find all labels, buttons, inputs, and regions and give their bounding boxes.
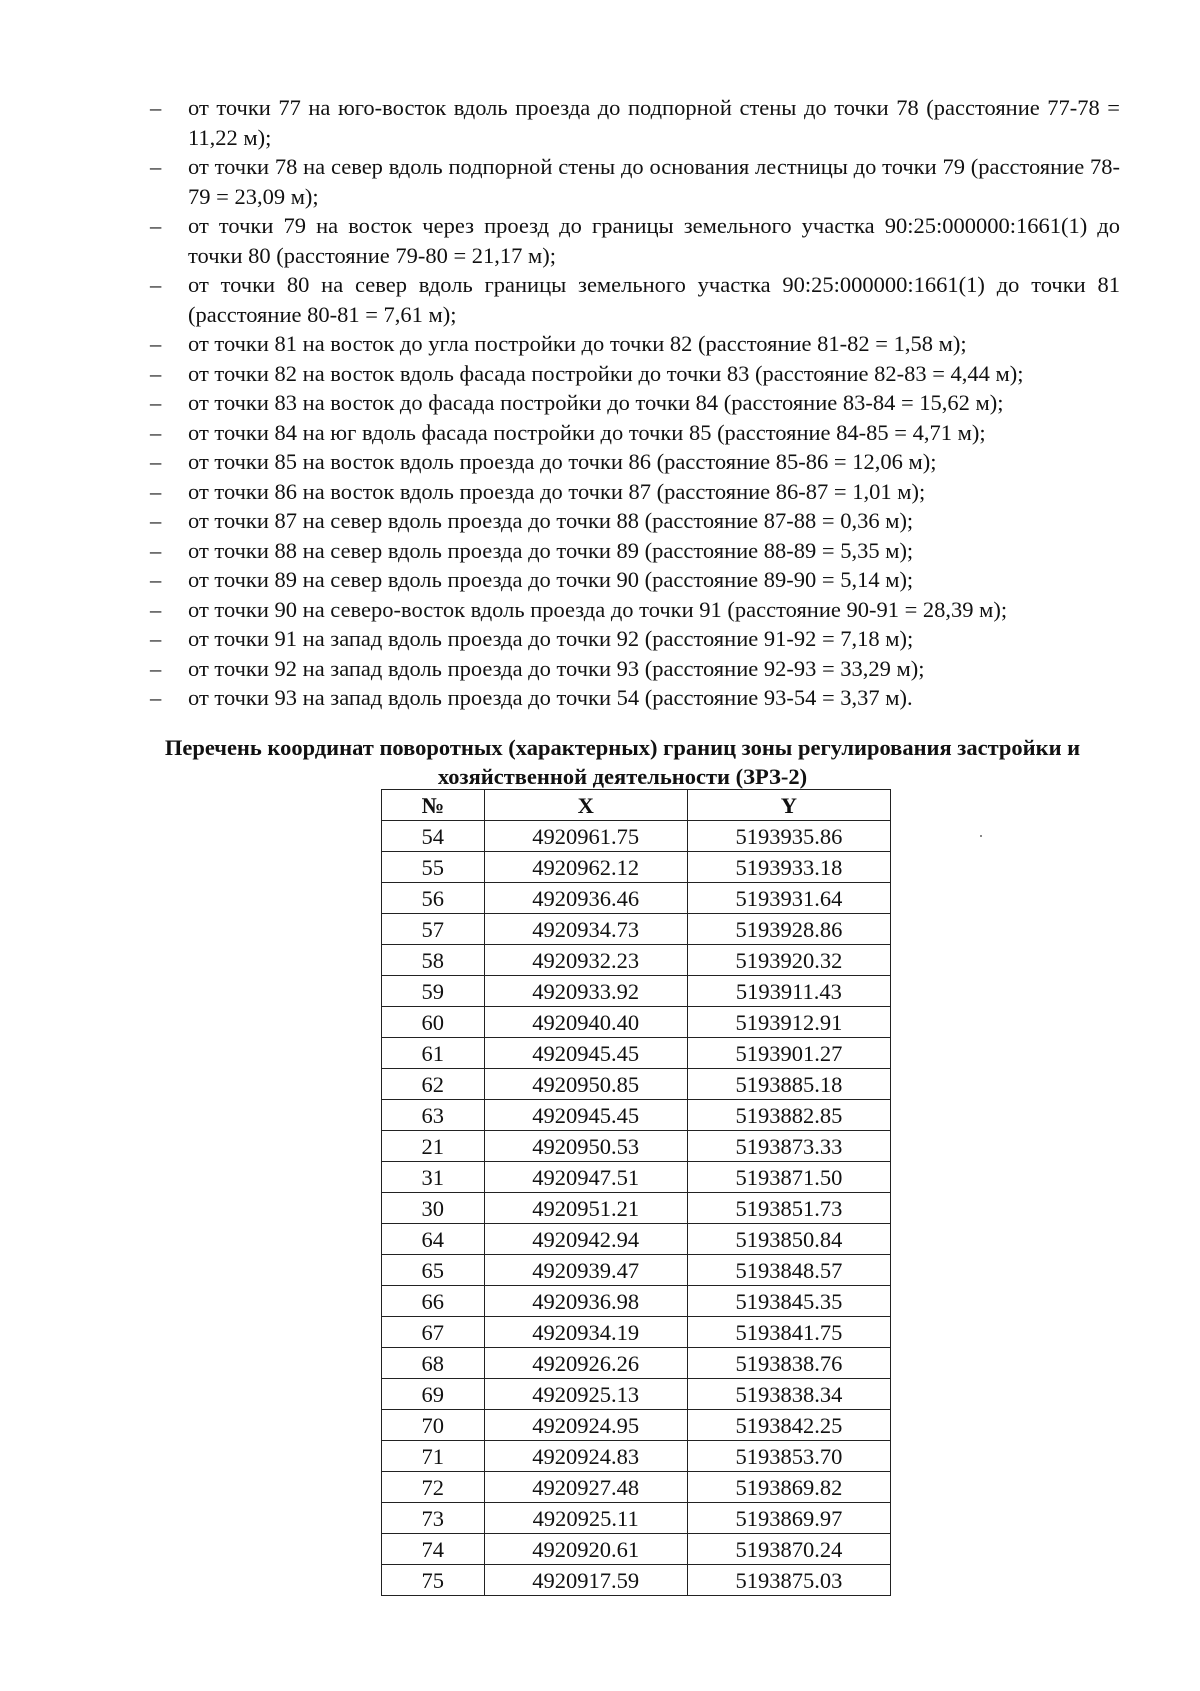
list-item (150, 595, 1120, 625)
cell-number: 55 (382, 852, 485, 883)
cell-y: 5193869.97 (687, 1503, 890, 1534)
table-row (382, 1441, 891, 1472)
cell-number: 58 (382, 945, 485, 976)
cell-x: 4920945.45 (484, 1038, 687, 1069)
list-dash: – (150, 360, 162, 386)
cell-number: 63 (382, 1100, 485, 1131)
cell-x: 4920933.92 (484, 976, 687, 1007)
cell-number: 60 (382, 1007, 485, 1038)
list-dash: – (150, 95, 162, 120)
list-item (150, 536, 1120, 566)
cell-number: 62 (382, 1069, 485, 1100)
cell-y: 5193901.27 (687, 1038, 890, 1069)
list-item-text: от точки 80 на север вдоль границы земельного участка 90:25:000000:1661(1) до точки 81 (расстояние 80-81 = 7,61 м); (188, 272, 1120, 327)
cell-x: 4920947.51 (484, 1162, 687, 1193)
cell-number: 30 (382, 1193, 485, 1224)
header-x: X (484, 790, 687, 821)
header-y: Y (687, 790, 890, 821)
list-dash: – (150, 685, 162, 710)
table-row (382, 976, 891, 1007)
cell-y: 5193848.57 (687, 1255, 890, 1286)
list-item (150, 211, 1120, 270)
cell-y: 5193931.64 (687, 883, 890, 914)
cell-y: 5193869.82 (687, 1472, 890, 1503)
list-item-text: от точки 86 на восток вдоль проезда до точки 87 (расстояние 86-87 = 1,01 м); (188, 478, 926, 504)
table-row (382, 1162, 891, 1193)
cell-number: 75 (382, 1565, 485, 1596)
cell-x: 4920951.21 (484, 1193, 687, 1224)
cell-number: 21 (382, 1131, 485, 1162)
cell-x: 4920940.40 (484, 1007, 687, 1038)
cell-x: 4920920.61 (484, 1534, 687, 1565)
list-item-text: от точки 84 на юг вдоль фасада постройки до точки 85 (расстояние 84-85 = 4,71 м); (188, 419, 986, 445)
cell-x: 4920926.26 (484, 1348, 687, 1379)
table-row (382, 1348, 891, 1379)
list-item-text: от точки 92 на запад вдоль проезда до точки 93 (расстояние 92-93 = 33,29 м); (188, 655, 925, 681)
list-item (150, 447, 1120, 477)
cell-x: 4920962.12 (484, 852, 687, 883)
cell-y: 5193842.25 (687, 1410, 890, 1441)
boundary-description-list (150, 93, 1120, 713)
cell-x: 4920936.98 (484, 1286, 687, 1317)
cell-x: 4920939.47 (484, 1255, 687, 1286)
cell-x: 4920936.46 (484, 883, 687, 914)
list-item-text: от точки 79 на восток через проезд до границы земельного участка 90:25:000000:1661(1) до точки 80 (расстояние 79-80 = 21,17 м); (188, 213, 1120, 268)
list-dash: – (150, 626, 162, 651)
table-body (382, 821, 891, 1596)
list-item (150, 477, 1120, 507)
table-row (382, 1317, 891, 1348)
cell-number: 65 (382, 1255, 485, 1286)
cell-number: 57 (382, 914, 485, 945)
cell-x: 4920925.13 (484, 1379, 687, 1410)
cell-number: 70 (382, 1410, 485, 1441)
list-dash: – (150, 331, 162, 356)
table-row (382, 1503, 891, 1534)
list-item (150, 654, 1120, 684)
table-row (382, 1131, 891, 1162)
list-item (150, 329, 1120, 359)
table-header-row (382, 790, 891, 821)
table-row (382, 1038, 891, 1069)
table-row (382, 914, 891, 945)
coordinates-heading: Перечень координат поворотных (характерных) границ зоны регулирования застройки и хозяйственной деятельности (ЗРЗ-2) (164, 735, 1081, 789)
list-item (150, 624, 1120, 654)
cell-y: 5193935.86 (687, 821, 890, 852)
cell-x: 4920950.53 (484, 1131, 687, 1162)
cell-x: 4920950.85 (484, 1069, 687, 1100)
cell-number: 69 (382, 1379, 485, 1410)
list-dash: – (150, 272, 162, 297)
list-item-text: от точки 77 на юго-восток вдоль проезда до подпорной стены до точки 78 (расстояние 77-78 = 11,22 м); (188, 95, 1120, 150)
list-item-text: от точки 87 на север вдоль проезда до точки 88 (расстояние 87-88 = 0,36 м); (188, 508, 914, 533)
table-row (382, 1379, 891, 1410)
cell-y: 5193838.34 (687, 1379, 890, 1410)
header-number: № (382, 790, 485, 821)
cell-x: 4920961.75 (484, 821, 687, 852)
cell-x: 4920932.23 (484, 945, 687, 976)
cell-y: 5193911.43 (687, 976, 890, 1007)
cell-x: 4920945.45 (484, 1100, 687, 1131)
list-item (150, 565, 1120, 595)
cell-x: 4920934.19 (484, 1317, 687, 1348)
cell-number: 67 (382, 1317, 485, 1348)
cell-y: 5193853.70 (687, 1441, 890, 1472)
coordinates-table (381, 789, 891, 1596)
cell-number: 61 (382, 1038, 485, 1069)
cell-y: 5193920.32 (687, 945, 890, 976)
cell-x: 4920942.94 (484, 1224, 687, 1255)
list-item-text: от точки 82 на восток вдоль фасада постройки до точки 83 (расстояние 82-83 = 4,44 м); (188, 360, 1024, 386)
table-row (382, 1007, 891, 1038)
cell-x: 4920917.59 (484, 1565, 687, 1596)
cell-x: 4920934.73 (484, 914, 687, 945)
table-row (382, 852, 891, 883)
cell-y: 5193885.18 (687, 1069, 890, 1100)
cell-number: 68 (382, 1348, 485, 1379)
cell-y: 5193928.86 (687, 914, 890, 945)
table-row (382, 1255, 891, 1286)
cell-x: 4920924.95 (484, 1410, 687, 1441)
cell-number: 56 (382, 883, 485, 914)
cell-number: 54 (382, 821, 485, 852)
table-row (382, 1193, 891, 1224)
cell-y: 5193845.35 (687, 1286, 890, 1317)
cell-y: 5193838.76 (687, 1348, 890, 1379)
cell-number: 74 (382, 1534, 485, 1565)
cell-y: 5193875.03 (687, 1565, 890, 1596)
cell-x: 4920924.83 (484, 1441, 687, 1472)
list-item (150, 418, 1120, 448)
cell-number: 73 (382, 1503, 485, 1534)
list-item (150, 93, 1120, 152)
list-dash: – (150, 478, 162, 504)
list-dash: – (150, 213, 162, 238)
table-row (382, 1100, 891, 1131)
list-item (150, 388, 1120, 418)
cell-x: 4920927.48 (484, 1472, 687, 1503)
list-item-text: от точки 90 на северо-восток вдоль проезда до точки 91 (расстояние 90-91 = 28,39 м); (188, 596, 1008, 622)
list-item (150, 506, 1120, 536)
cell-number: 59 (382, 976, 485, 1007)
cell-y: 5193841.75 (687, 1317, 890, 1348)
cell-y: 5193912.91 (687, 1007, 890, 1038)
list-dash: – (150, 537, 162, 563)
cell-y: 5193873.33 (687, 1131, 890, 1162)
list-dash: – (150, 390, 162, 415)
table-row (382, 1069, 891, 1100)
list-dash: – (150, 449, 162, 474)
table-row (382, 1534, 891, 1565)
table-row (382, 1224, 891, 1255)
table-row (382, 1286, 891, 1317)
list-item (150, 152, 1120, 211)
cell-y: 5193850.84 (687, 1224, 890, 1255)
list-item (150, 359, 1120, 389)
cell-y: 5193871.50 (687, 1162, 890, 1193)
cell-x: 4920925.11 (484, 1503, 687, 1534)
list-dash: – (150, 567, 162, 592)
list-dash: – (150, 508, 162, 533)
cell-number: 66 (382, 1286, 485, 1317)
table-row (382, 821, 891, 852)
list-item-text: от точки 89 на север вдоль проезда до точки 90 (расстояние 89-90 = 5,14 м); (188, 567, 914, 592)
list-item-text: от точки 83 на восток до фасада постройки до точки 84 (расстояние 83-84 = 15,62 м); (188, 390, 1004, 415)
list-item (150, 270, 1120, 329)
table-row (382, 1472, 891, 1503)
table-row (382, 883, 891, 914)
cell-y: 5193882.85 (687, 1100, 890, 1131)
cell-number: 72 (382, 1472, 485, 1503)
cell-y: 5193870.24 (687, 1534, 890, 1565)
list-dash: – (150, 596, 162, 622)
list-item (150, 683, 1120, 713)
list-dash: – (150, 154, 162, 179)
list-item-text: от точки 91 на запад вдоль проезда до точки 92 (расстояние 91-92 = 7,18 м); (188, 626, 914, 651)
cell-y: 5193933.18 (687, 852, 890, 883)
table-row (382, 1410, 891, 1441)
cell-number: 31 (382, 1162, 485, 1193)
list-item-text: от точки 93 на запад вдоль проезда до точки 54 (расстояние 93-54 = 3,37 м). (188, 685, 913, 710)
table-row (382, 945, 891, 976)
scan-speck (980, 835, 982, 837)
list-dash: – (150, 655, 162, 681)
cell-y: 5193851.73 (687, 1193, 890, 1224)
cell-number: 64 (382, 1224, 485, 1255)
list-item-text: от точки 81 на восток до угла постройки до точки 82 (расстояние 81-82 = 1,58 м); (188, 331, 967, 356)
table-row (382, 1565, 891, 1596)
list-dash: – (150, 419, 162, 445)
cell-number: 71 (382, 1441, 485, 1472)
list-item-text: от точки 88 на север вдоль проезда до точки 89 (расстояние 88-89 = 5,35 м); (188, 537, 914, 563)
list-item-text: от точки 78 на север вдоль подпорной стены до основания лестницы до точки 79 (расстояние 78-79 = 23,09 м); (188, 154, 1120, 209)
list-item-text: от точки 85 на восток вдоль проезда до точки 86 (расстояние 85-86 = 12,06 м); (188, 449, 937, 474)
